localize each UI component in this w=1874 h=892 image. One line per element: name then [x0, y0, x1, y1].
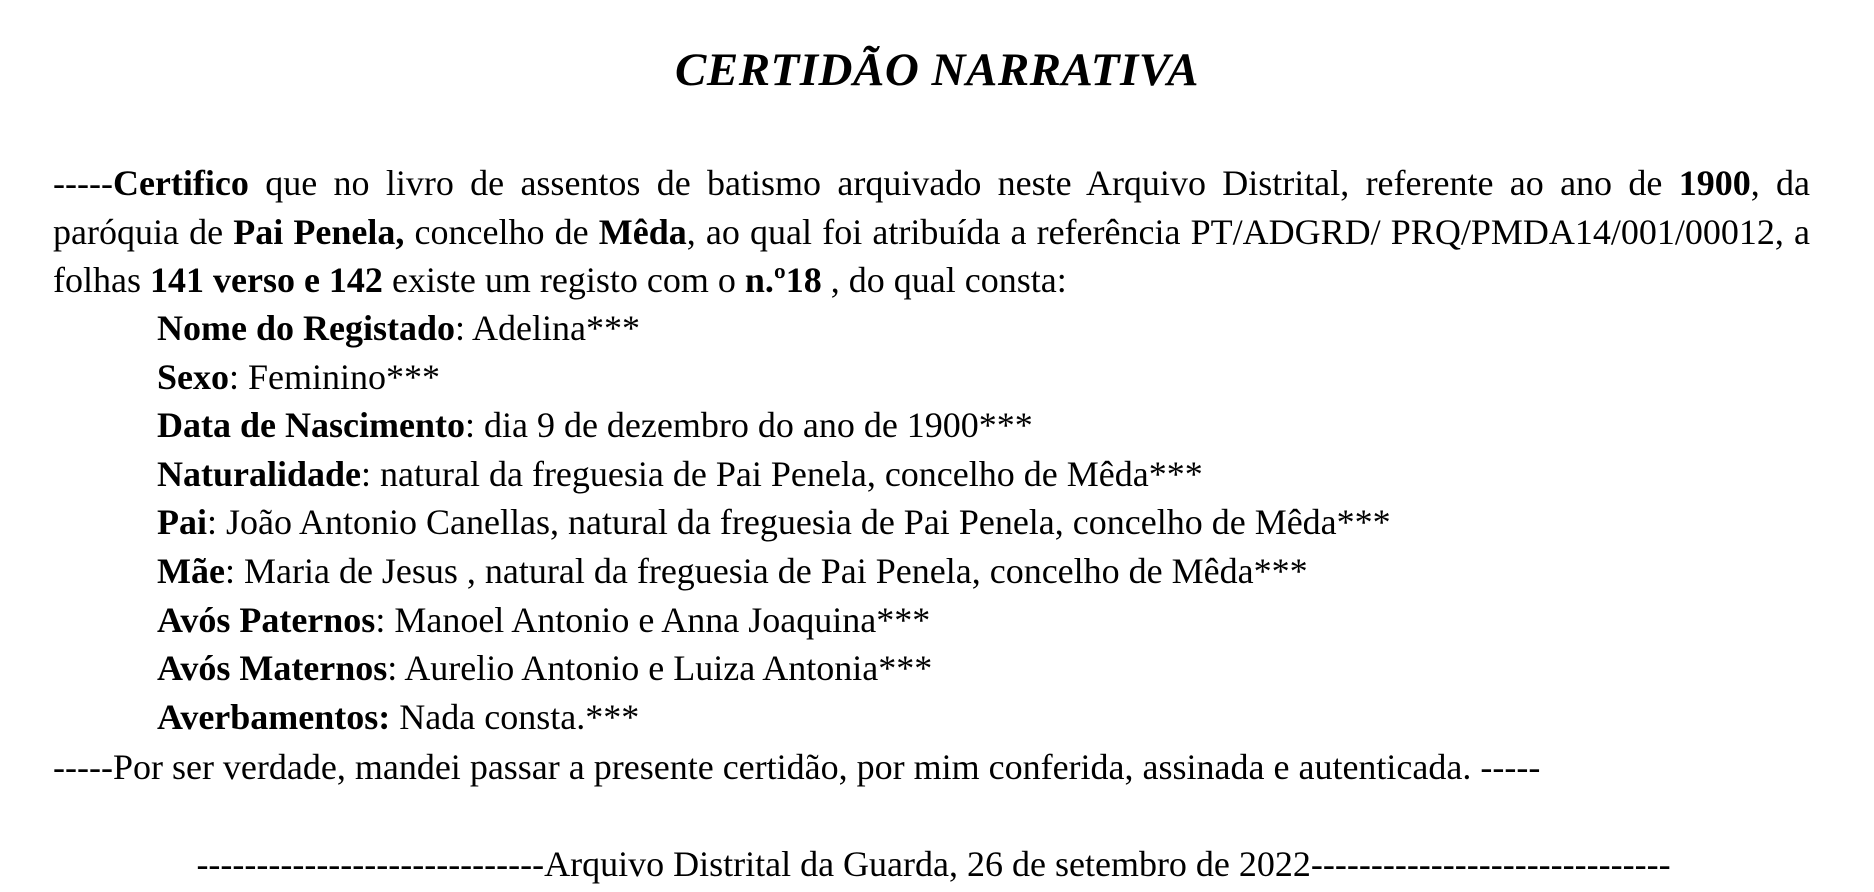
field-separator: :: [454, 308, 472, 348]
field-separator: [390, 697, 399, 737]
field-data-de-nascimento: [157, 401, 1391, 450]
intro-paragraph: [53, 159, 1810, 305]
field-label: Data de Nascimento: [157, 405, 465, 446]
intro-text-1: que no livro de assentos de batismo arquivado neste Arquivo Distrital, referente ao ano de: [248, 163, 1679, 203]
field-averbamentos: [157, 693, 1391, 742]
signoff-line: -----------------------------Arquivo Distrital da Guarda, 26 de setembro de 2022------------------------------: [196, 844, 1671, 884]
field-label: Mãe: [157, 550, 225, 591]
field-value: natural da freguesia de Pai Penela, concelho de Mêda***: [380, 453, 1203, 494]
document-title: CERTIDÃO NARRATIVA: [675, 44, 1199, 96]
field-value: João Antonio Canellas, natural da freguesia de Pai Penela, concelho de Mêda***: [226, 502, 1391, 543]
field-naturalidade: [157, 450, 1391, 499]
intro-certifico: Certifico: [112, 163, 249, 203]
field-label: Avós Maternos: [157, 648, 388, 689]
field-nome-do-registado: [157, 304, 1391, 353]
field-label: Averbamentos:: [157, 696, 391, 737]
field-separator: :: [464, 405, 484, 446]
field-value: Adelina***: [472, 308, 640, 348]
intro-paroquia: Pai Penela,: [233, 211, 405, 252]
field-label: Avós Paternos: [157, 599, 376, 640]
field-separator: :: [224, 550, 244, 591]
field-separator: :: [361, 453, 381, 494]
record-fields: [157, 304, 1391, 741]
field-separator: :: [375, 599, 395, 640]
intro-text-4: , ao qual foi atribuída a referência PT/ADGRD/ PRQ/PMDA14/001/00012, a folhas: [53, 211, 1810, 301]
intro-prefix: -----: [53, 163, 113, 203]
field-value: Maria de Jesus , natural da freguesia de Pai Penela, concelho de Mêda***: [243, 550, 1308, 591]
field-separator: :: [229, 356, 249, 397]
field-mae: [157, 547, 1391, 596]
field-label: Sexo: [157, 356, 229, 397]
closing-statement: -----Por ser verdade, mandei passar a presente certidão, por mim conferida, assinada e autenticada. -----: [53, 747, 1541, 787]
intro-ano: 1900: [1678, 163, 1751, 203]
intro-concelho: Mêda: [598, 211, 687, 252]
field-separator: :: [387, 648, 405, 689]
field-label: Pai: [157, 502, 207, 543]
intro-text-6: , do qual consta:: [821, 260, 1067, 301]
field-value: dia 9 de dezembro do ano de 1900***: [483, 405, 1033, 446]
intro-numero: n.º18: [744, 260, 822, 301]
field-value: Manoel Antonio e Anna Joaquina***: [394, 599, 931, 640]
intro-text-3: concelho de: [404, 211, 599, 252]
field-avos-maternos: [157, 644, 1391, 693]
field-sexo: [157, 353, 1391, 402]
field-separator: :: [207, 502, 227, 543]
intro-text-2: , da paróquia de: [53, 163, 1810, 252]
field-value: Aurelio Antonio e Luiza Antonia***: [404, 648, 933, 689]
intro-text-5: existe um registo com o: [382, 260, 745, 301]
field-avos-paternos: [157, 596, 1391, 645]
field-label: Naturalidade: [157, 453, 362, 494]
field-value: Nada consta.***: [399, 696, 640, 737]
field-label: Nome do Registado: [157, 308, 455, 348]
intro-folhas: 141 verso e 142: [149, 260, 383, 301]
field-value: Feminino***: [248, 356, 441, 397]
field-pai: [157, 498, 1391, 547]
